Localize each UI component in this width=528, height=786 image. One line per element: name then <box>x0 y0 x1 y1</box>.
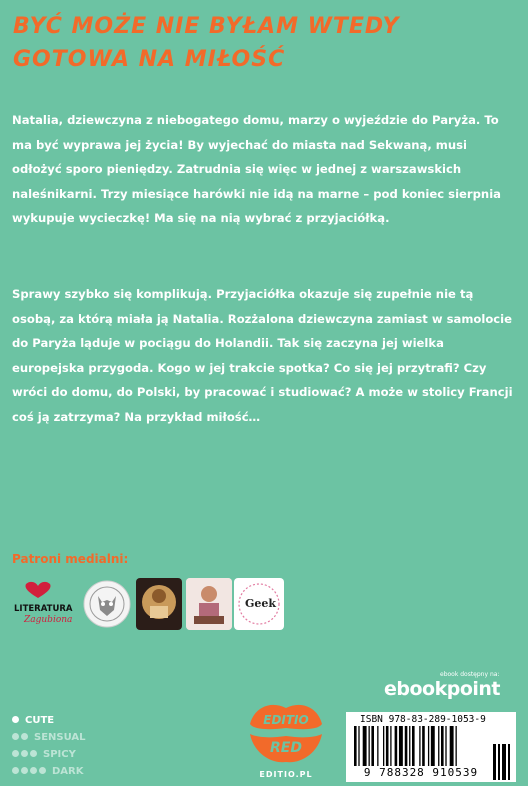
rating-row-sensual: SENSUAL <box>12 729 86 746</box>
logo1-text-2: Zagubiona <box>24 615 73 625</box>
barcode-bars <box>354 726 490 766</box>
rating-dots <box>12 749 39 760</box>
bookstagram-photo-logo <box>136 578 182 630</box>
literatura-zagubiona-logo <box>12 578 74 630</box>
geek-logo <box>234 578 284 630</box>
publisher-logo-top: EDITIO <box>263 713 309 727</box>
logo1-text-1: LITERATURA <box>14 604 73 614</box>
reader-photo-logo <box>186 578 232 630</box>
rating-dots <box>12 766 48 777</box>
ebook-available-label: ebook dostępny na: <box>440 671 500 678</box>
rating-dots <box>12 732 30 743</box>
headline-line-2: GOTOWA NA MIŁOŚĆ <box>13 47 286 72</box>
spice-rating-scale <box>12 712 86 780</box>
barcode-number: 9 788328 910539 <box>363 766 479 779</box>
isbn-text: ISBN 978-83-289-1053-9 <box>360 714 486 725</box>
editio-red-logo <box>244 694 328 784</box>
headline <box>13 10 513 76</box>
blurb-paragraph-2: Sprawy szybko się komplikują. Przyjaciółka okazuje się zupełnie nie tą osobą, za którą miała ją Natalia. Rozżalona dziewczyna zamiast w samolocie do Paryża ląduje w pociągu do Holandii. Tak się zaczyna jej wielka europejska przygoda. Kogo w jej trakcie spotka? Co się jej przytrafi? Czy wróci do domu, do Polski, by pracować i studiować? A może w stolicy Francji coś ją zatrzyma? Na przykład miłość… <box>12 287 513 424</box>
side-barcode <box>492 742 514 782</box>
logo5-text: Geek <box>245 597 277 610</box>
rating-row-cute: CUTE <box>12 712 86 729</box>
rating-row-dark: DARK <box>12 763 86 780</box>
media-patron-logos <box>12 578 312 632</box>
rating-row-spicy: SPICY <box>12 746 86 763</box>
media-patrons-label: Patroni medialni: <box>12 552 129 566</box>
publisher-url: EDITIO.PL <box>259 770 313 779</box>
owl-emblem-logo <box>78 578 136 630</box>
rating-dots <box>12 715 21 726</box>
headline-line-1: BYĆ MOŻE NIE BYŁAM WTEDY <box>13 14 400 39</box>
ebookpoint-logo: ebookpoint <box>384 678 501 700</box>
blurb-paragraph-1: Natalia, dziewczyna z niebogatego domu, marzy o wyjeździe do Paryża. To ma być wyprawa jej życia! By wyjechać do miasta nad Sekwaną, musi odłożyć sporo pieniędzy. Zatrudnia się więc w jednej z warszawskich naleśnikarni. Trzy miesiące harówki nie idą na marne – pod koniec sierpnia wykupuje wycieczkę! Ma się na nią wybrać z przyjaciółką. <box>12 113 501 225</box>
publisher-logo-bottom: RED <box>270 740 302 756</box>
barcode <box>346 712 516 782</box>
